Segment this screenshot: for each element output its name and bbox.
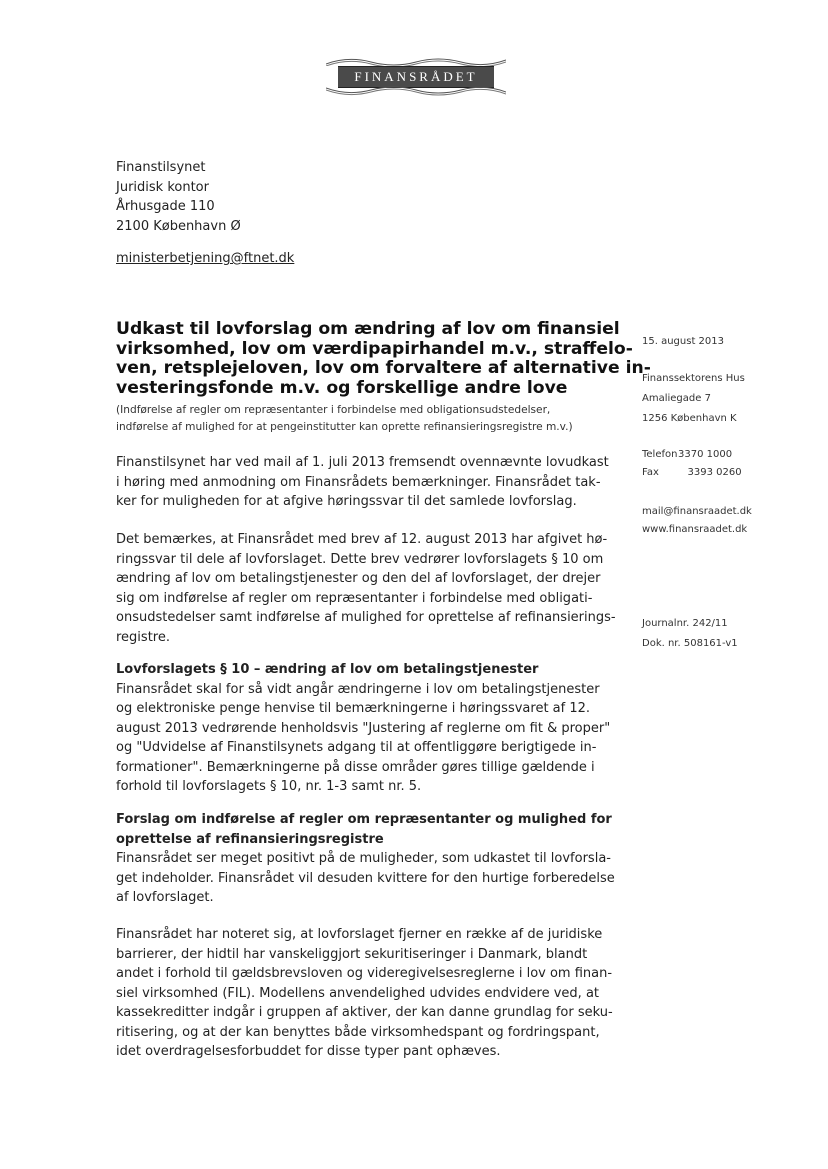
text-line: onsudstedelser samt indførelse af mulighed for oprettelse af refinansierings- xyxy=(116,610,616,625)
sender-mail[interactable]: mail@finansraadet.dk xyxy=(642,506,752,517)
section-representatives xyxy=(116,810,615,908)
paragraph-intro xyxy=(116,453,609,512)
finansraadet-logo xyxy=(326,56,506,96)
paragraph-securitisation xyxy=(116,925,613,1062)
sender-org: Finanssektorens Hus xyxy=(642,373,745,384)
subtitle-line: (Indførelse af regler om repræsentanter i forbindelse med obligationsudstedelser, xyxy=(116,404,551,416)
text-line: ritisering, og at der kan benyttes både virksomhedspant og fordringspant, xyxy=(116,1024,600,1040)
text-line: Finansrådet ser meget positivt på de muligheder, som udkastet til lovforsla- xyxy=(116,851,611,866)
sender-address xyxy=(642,370,745,428)
text-line: sig om indførelse af regler om repræsentanter i forbindelse med obligati- xyxy=(116,590,593,606)
logo-text: FINANSRÅDET xyxy=(338,66,494,88)
letter-date: 15. august 2013 xyxy=(642,336,724,347)
document-title xyxy=(116,319,651,398)
section-payment-services xyxy=(116,660,610,797)
sender-online xyxy=(642,503,752,539)
text-line: Finansrådet har noteret sig, at lovforslaget fjerner en række af de juridiske xyxy=(116,927,603,942)
text-line: i høring med anmodning om Finansrådets bemærkninger. Finansrådet tak- xyxy=(116,474,601,490)
text-line: siel virksomhed (FIL). Modellens anvendelighed udvides endvidere ved, at xyxy=(116,985,600,1001)
fax-number: 3393 0260 xyxy=(687,467,742,478)
subtitle-line: indførelse af mulighed for at pengeinstitutter kan oprette refinansieringsregistre m.v.) xyxy=(116,421,573,433)
text-line: formationer". Bemærkningerne på disse områder gøres tillige gældende i xyxy=(116,759,595,775)
title-line: virksomhed, lov om værdipapirhandel m.v., straffelo- xyxy=(116,338,633,359)
sender-street: Amaliegade 7 xyxy=(642,393,711,404)
text-line: get indeholder. Finansrådet vil desuden kvittere for den hurtige forberedelse xyxy=(116,870,615,886)
recipient-street: Århusgade 110 xyxy=(116,199,215,214)
text-line: af lovforslaget. xyxy=(116,890,214,905)
text-line: august 2013 vedrørende henholdsvis "Justering af reglerne om fit & proper" xyxy=(116,720,611,736)
text-line: idet overdragelsesforbuddet for disse typer pant ophæves. xyxy=(116,1044,501,1059)
recipient-address xyxy=(116,158,241,236)
text-line: andet i forhold til gældsbrevsloven og videregivelsesreglerne i lov om finan- xyxy=(116,966,613,981)
title-line: vesteringsfonde m.v. og forskellige andre love xyxy=(116,377,568,398)
text-line: barrierer, der hidtil har vanskeliggjort sekuritiseringer i Danmark, blandt xyxy=(116,946,588,962)
logo-wave-top xyxy=(326,56,506,66)
recipient-email-link[interactable]: ministerbetjening@ftnet.dk xyxy=(116,251,295,266)
text-line: og "Udvidelse af Finanstilsynets adgang til at offentliggøre berigtigede in- xyxy=(116,740,597,755)
text-line: forhold til lovforslagets § 10, nr. 1-3 samt nr. 5. xyxy=(116,779,422,794)
reference-numbers xyxy=(642,615,738,653)
sender-city: 1256 København K xyxy=(642,413,737,424)
section-heading: Forslag om indførelse af regler om repræsentanter og mulighed for xyxy=(116,812,612,827)
paragraph-previous-response xyxy=(116,530,616,647)
recipient-name: Finanstilsynet xyxy=(116,160,206,175)
text-line: ringssvar til dele af lovforslaget. Dette brev vedrører lovforslagets § 10 om xyxy=(116,551,604,567)
section-heading: oprettelse af refinansieringsregistre xyxy=(116,831,384,847)
text-line: og elektroniske penge henvise til bemærkningerne i høringssvaret af 12. xyxy=(116,701,591,716)
text-line: registre. xyxy=(116,629,170,645)
text-line: ker for muligheden for at afgive høringssvar til det samlede lovforslag. xyxy=(116,494,577,509)
sender-web[interactable]: www.finansraadet.dk xyxy=(642,524,748,535)
recipient-city: 2100 København Ø xyxy=(116,218,241,234)
logo-wave-bottom xyxy=(326,86,506,96)
sender-contact xyxy=(642,446,742,482)
text-line: Det bemærkes, at Finansrådet med brev af 12. august 2013 har afgivet hø- xyxy=(116,532,608,547)
text-line: Finanstilsynet har ved mail af 1. juli 2013 fremsendt ovennævnte lovudkast xyxy=(116,455,609,470)
fax-label: Fax xyxy=(642,467,659,478)
phone-number: 3370 1000 xyxy=(678,449,733,460)
title-line: Udkast til lovforslag om ændring af lov om finansiel xyxy=(116,319,620,339)
text-line: Finansrådet skal for så vidt angår ændringerne i lov om betalingstjenester xyxy=(116,681,600,697)
document-subtitle xyxy=(116,402,616,436)
section-heading: Lovforslagets § 10 – ændring af lov om betalingstjenester xyxy=(116,662,539,677)
document-number: Dok. nr. 508161-v1 xyxy=(642,638,738,649)
journal-number: Journalnr. 242/11 xyxy=(642,618,728,629)
phone-label: Telefon xyxy=(642,449,678,460)
text-line: kassekreditter indgår i gruppen af aktiver, der kan danne grundlag for seku- xyxy=(116,1005,613,1020)
title-line: ven, retsplejeloven, lov om forvaltere af alternative in- xyxy=(116,358,651,378)
recipient-dept: Juridisk kontor xyxy=(116,179,209,195)
text-line: ændring af lov om betalingstjenester og den del af lovforslaget, der drejer xyxy=(116,571,601,586)
